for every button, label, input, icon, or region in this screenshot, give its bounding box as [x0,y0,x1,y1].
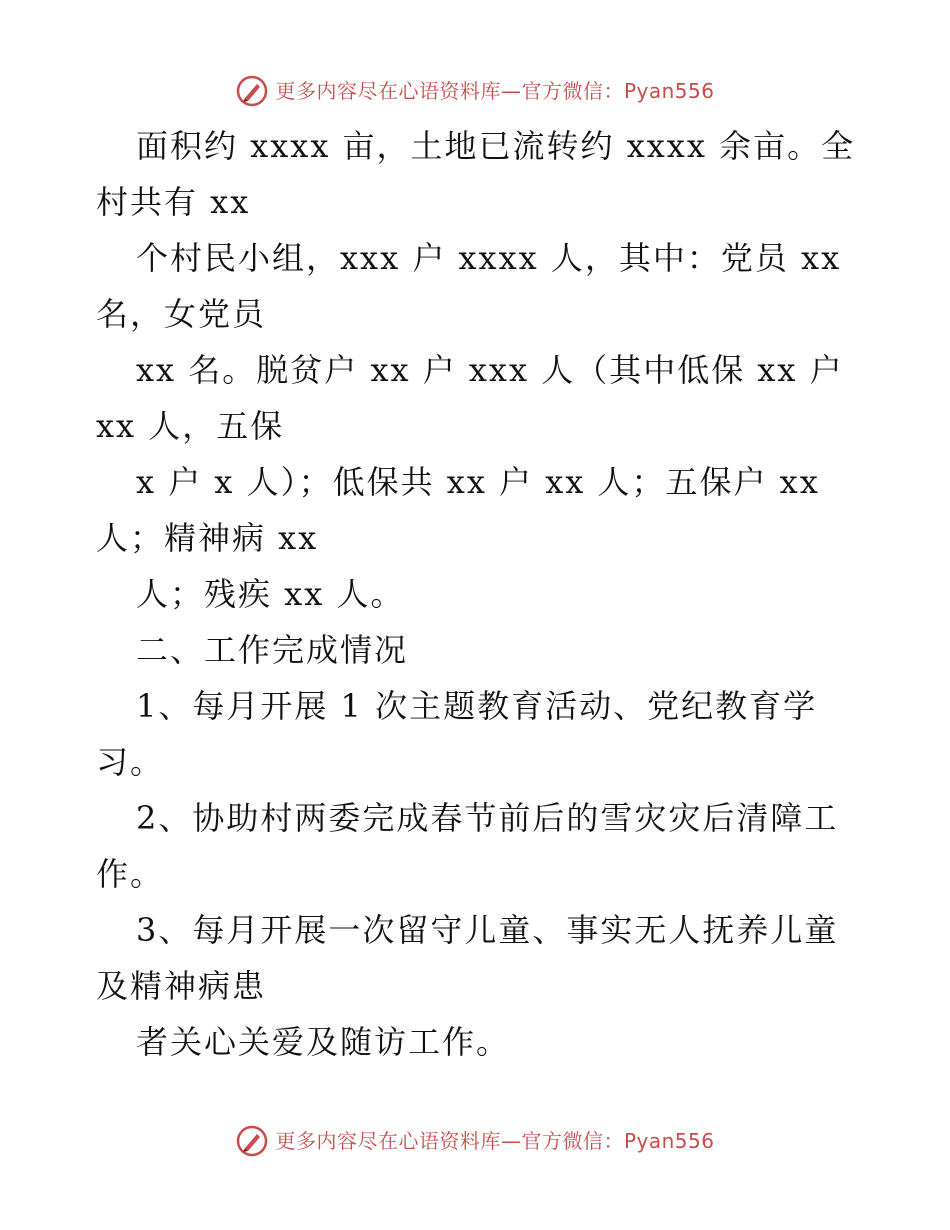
document-body [96,118,856,1070]
text-line: 名，女党员 [96,295,267,333]
watermark-text: 更多内容尽在心语资料库—官方微信：Pyan556 [275,1129,715,1153]
header-watermark [0,74,950,108]
list-item-continuation: 及精神病患 [96,967,267,1005]
text-line: 人；残疾 xx 人。 [136,575,405,613]
footer-watermark [0,1124,950,1158]
text-line: 个村民小组，xxx 户 xxxx 人，其中：党员 xx [136,239,842,277]
list-item-continuation: 者关心关爱及随访工作。 [136,1023,511,1061]
pen-logo-icon [235,74,269,108]
text-line: 村共有 xx [96,183,251,221]
list-item-continuation: 作。 [96,855,165,893]
pen-logo-icon [235,1124,269,1158]
text-line: xx 人，五保 [96,407,285,445]
section-heading: 二、工作完成情况 [136,631,409,669]
list-item: 1、每月开展 1 次主题教育活动、党纪教育学 [136,687,818,725]
list-item: 3、每月开展一次留守儿童、事实无人抚养儿童 [136,911,839,949]
list-item-continuation: 习。 [96,743,165,781]
text-line: 面积约 xxxx 亩，土地已流转约 xxxx 余亩。全 [136,127,856,165]
list-item: 2、协助村两委完成春节前后的雪灾灾后清障工 [136,799,839,837]
text-line: xx 名。脱贫户 xx 户 xxx 人（其中低保 xx 户 [136,351,844,389]
watermark-text: 更多内容尽在心语资料库—官方微信：Pyan556 [275,79,715,103]
text-line: x 户 x 人）；低保共 xx 户 xx 人；五保户 xx [136,463,820,501]
text-line: 人；精神病 xx [96,519,319,557]
